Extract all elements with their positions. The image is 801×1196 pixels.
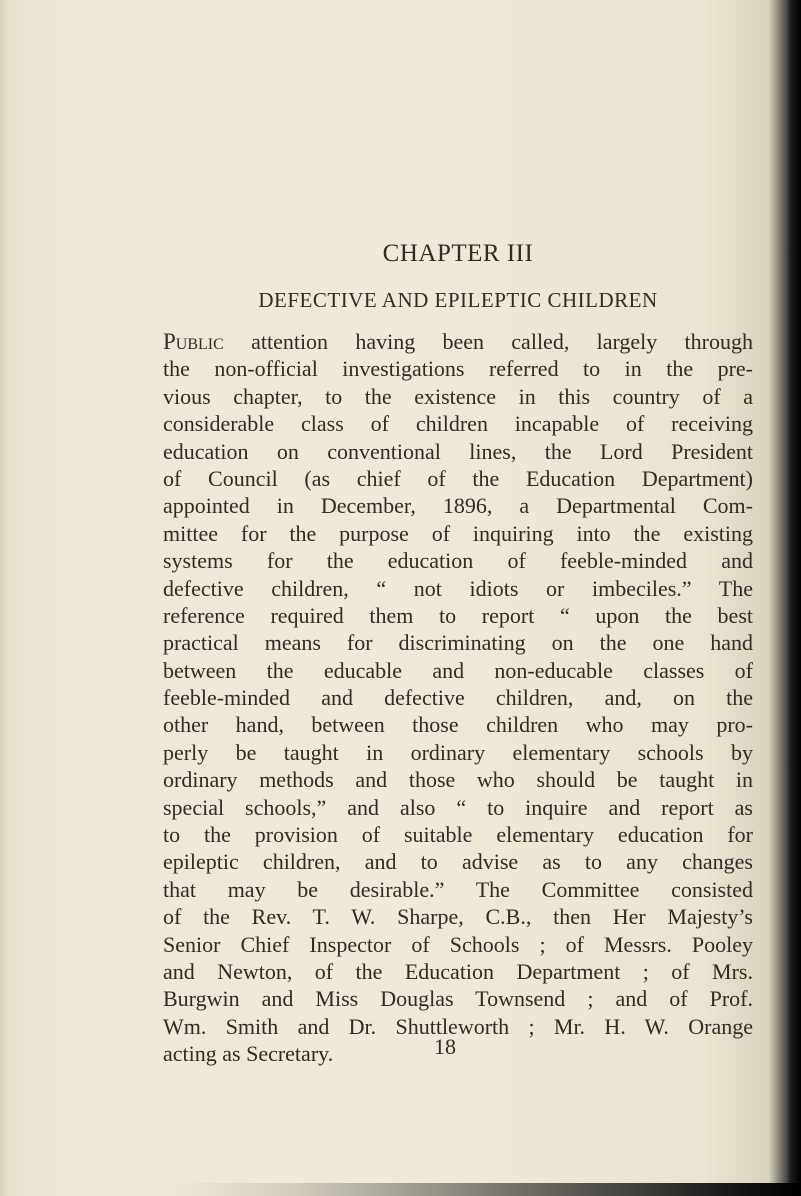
paragraph-line-13: between the educable and non-educable classes of bbox=[163, 657, 753, 683]
paragraph-line-25: Burgwin and Miss Douglas Townsend ; and of Prof. bbox=[163, 986, 753, 1012]
paragraph-line-26: Wm. Smith and Dr. Shuttleworth ; Mr. H. W. Orange bbox=[163, 1013, 753, 1039]
page-bottom-shadow bbox=[170, 1183, 801, 1196]
paragraph-line-6: of Council (as chief of the Education Department) bbox=[163, 465, 753, 491]
paragraph-line-22: of the Rev. T. W. Sharpe, C.B., then Her Majesty’s bbox=[163, 904, 753, 930]
paragraph-line-1 bbox=[163, 328, 753, 355]
paragraph-line-16: perly be taught in ordinary elementary schools by bbox=[163, 739, 753, 765]
paragraph-line-27: acting as Secretary. bbox=[163, 1041, 334, 1067]
paragraph-line-4: considerable class of children incapable of receiving bbox=[163, 411, 753, 437]
chapter-number: CHAPTER III bbox=[382, 240, 534, 267]
paragraph-line-9: systems for the education of feeble-minded and bbox=[163, 548, 753, 574]
paragraph-line-23: Senior Chief Inspector of Schools ; of Messrs. Pooley bbox=[163, 931, 753, 957]
paragraph-line-12: practical means for discriminating on the one hand bbox=[163, 630, 753, 656]
paragraph-line-15: other hand, between those children who may pro- bbox=[163, 712, 753, 738]
paragraph-line-10: defective children, “ not idiots or imbeciles.” The bbox=[163, 575, 753, 601]
book-binding-shadow bbox=[787, 0, 801, 1196]
paragraph-line-14: feeble-minded and defective children, and, on the bbox=[163, 685, 753, 711]
page-left-edge bbox=[0, 0, 8, 1196]
paragraph-line-20: epileptic children, and to advise as to any changes bbox=[163, 849, 753, 875]
page-number: 18 bbox=[434, 1034, 456, 1059]
chapter-content bbox=[163, 238, 753, 1068]
first-line-text: attention having been called, largely through bbox=[223, 329, 753, 354]
lead-word: Public bbox=[163, 329, 224, 354]
paragraph-line-11: reference required them to report “ upon the best bbox=[163, 602, 753, 628]
paragraph-line-3: vious chapter, to the existence in this country of a bbox=[163, 383, 753, 409]
paragraph-line-24: and Newton, of the Education Department ; of Mrs. bbox=[163, 958, 753, 984]
paragraph-line-2: the non-official investigations referred to in the pre- bbox=[163, 356, 753, 382]
paragraph-line-19: to the provision of suitable elementary education for bbox=[163, 822, 753, 848]
chapter-paragraph bbox=[163, 328, 753, 1068]
paragraph-line-5: education on conventional lines, the Lord President bbox=[163, 438, 753, 464]
paragraph-line-21: that may be desirable.” The Committee consisted bbox=[163, 876, 753, 902]
paragraph-line-7: appointed in December, 1896, a Departmental Com- bbox=[163, 493, 753, 519]
paragraph-line-17: ordinary methods and those who should be taught in bbox=[163, 767, 753, 793]
paragraph-line-8: mittee for the purpose of inquiring into the existing bbox=[163, 520, 753, 546]
paragraph-line-18: special schools,” and also “ to inquire and report as bbox=[163, 794, 753, 820]
chapter-title: DEFECTIVE AND EPILEPTIC CHILDREN bbox=[258, 288, 658, 312]
